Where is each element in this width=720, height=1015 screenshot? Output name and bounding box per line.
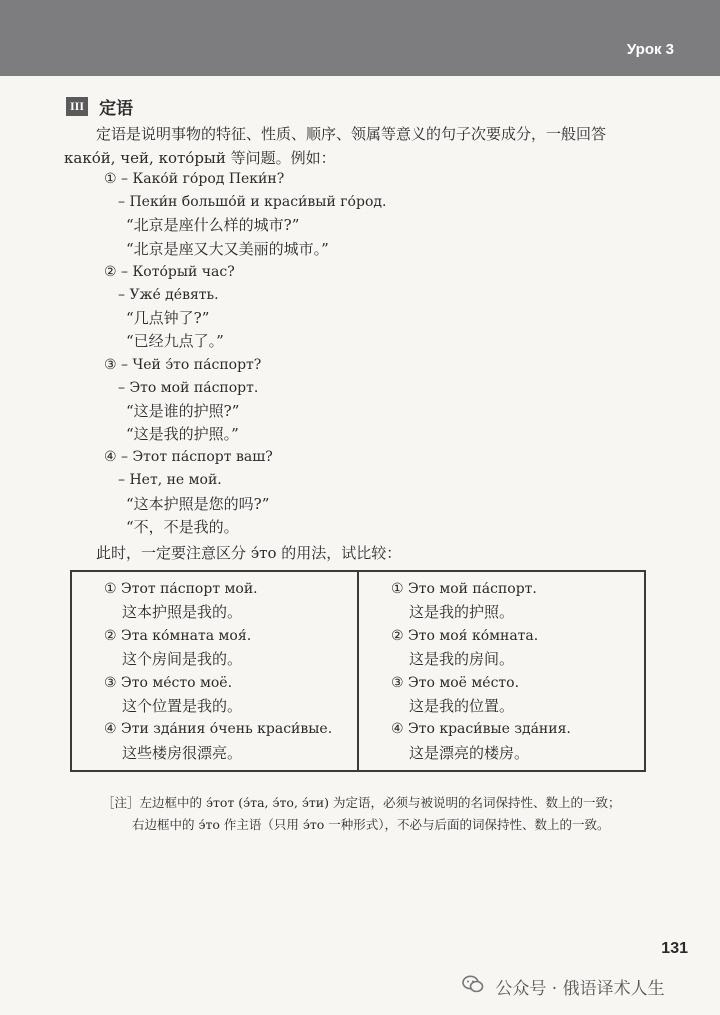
note — [102, 792, 682, 836]
example-answer: – Нет, не мой. — [118, 472, 222, 489]
comparison-zh: 这个位置是我的。 — [122, 696, 243, 715]
comparison-ru: ③ Это моё ме́сто. — [391, 674, 520, 691]
header-band — [0, 0, 720, 76]
example-translation-answer: “已经九点了。” — [126, 332, 224, 351]
comparison-ru: ① Это мой па́спорт. — [391, 581, 537, 597]
example-list — [104, 168, 644, 539]
section-title: 定语 — [99, 99, 134, 119]
comparison-zh: 这是我的房间。 — [409, 650, 515, 669]
intro-paragraph — [64, 122, 656, 170]
example-translation-question: “几点钟了?” — [126, 309, 210, 328]
note-line-2: 右边框中的 э́то 作主语（只用 э́то 一种形式），不必与后面的词保持性、数上的一致。 — [132, 817, 610, 832]
comparison-ru: ① Этот па́спорт мой. — [104, 581, 258, 597]
note-line-1: ［注］左边框中的 э́тот (э́та, э́то, э́ти) 为定语，必须与被说明的名词保持性、数上的一致； — [102, 795, 621, 810]
comparison-ru: ② Это моя́ ко́мната. — [391, 627, 539, 644]
example-translation-question: “这是谁的护照?” — [126, 401, 240, 420]
comparison-table — [70, 570, 646, 772]
comparison-ru: ③ Это ме́сто моё. — [104, 674, 233, 691]
example-translation-question: “这本护照是您的吗?” — [126, 494, 270, 513]
intro-line-2: како́й, чей, кото́рый 等问题。例如： — [64, 149, 336, 167]
comparison-intro: 此时，一定要注意区分 э́то 的用法，试比较： — [96, 544, 402, 562]
page-number: 131 — [661, 940, 688, 957]
example-question: ④ – Этот па́спорт ваш? — [104, 449, 273, 466]
comparison-ru: ② Эта ко́мната моя́. — [104, 627, 252, 644]
comparison-zh: 这是漂亮的楼房。 — [409, 743, 530, 762]
example-translation-answer: “这是我的护照。” — [126, 425, 239, 444]
comparison-zh: 这本护照是我的。 — [122, 603, 243, 622]
example-question: ② – Кото́рый час? — [104, 263, 235, 280]
section-number-badge: III — [66, 97, 88, 116]
comparison-zh: 这个房间是我的。 — [122, 650, 243, 669]
example-translation-question: “北京是座什么样的城市?” — [126, 216, 300, 235]
example-answer: – Пеки́н большо́й и краси́вый го́род. — [118, 194, 387, 211]
example-question: ③ – Чей э́то па́спорт? — [104, 356, 262, 373]
comparison-zh: 这些楼房很漂亮。 — [122, 743, 243, 762]
intro-line-1: 定语是说明事物的特征、性质、顺序、领属等意义的句子次要成分，一般回答 — [96, 125, 607, 143]
comparison-ru: ④ Это краси́вые зда́ния. — [391, 721, 571, 738]
watermark-text: 公众号 · 俄语译术人生 — [495, 979, 665, 999]
example-1 — [104, 168, 644, 261]
comparison-zh: 这是我的位置。 — [409, 696, 515, 715]
watermark — [462, 974, 665, 998]
comparison-zh: 这是我的护照。 — [409, 603, 515, 622]
wechat-icon — [462, 975, 484, 998]
example-3 — [104, 354, 644, 447]
lesson-label: Урок 3 — [626, 41, 674, 58]
comparison-ru: ④ Эти зда́ния о́чень краси́вые. — [104, 721, 333, 738]
example-2 — [104, 261, 644, 354]
example-4 — [104, 446, 644, 539]
section-heading — [66, 94, 134, 119]
example-answer: – Это мой па́спорт. — [118, 379, 259, 396]
example-question: ① – Како́й го́род Пеки́н? — [104, 171, 285, 187]
comparison-left-column — [72, 572, 359, 770]
example-translation-answer: “不，不是我的。 — [126, 517, 239, 536]
example-answer: – Уже́ де́вять. — [118, 286, 219, 303]
comparison-right-column — [359, 572, 644, 770]
example-translation-answer: “北京是座又大又美丽的城市。” — [126, 239, 329, 258]
